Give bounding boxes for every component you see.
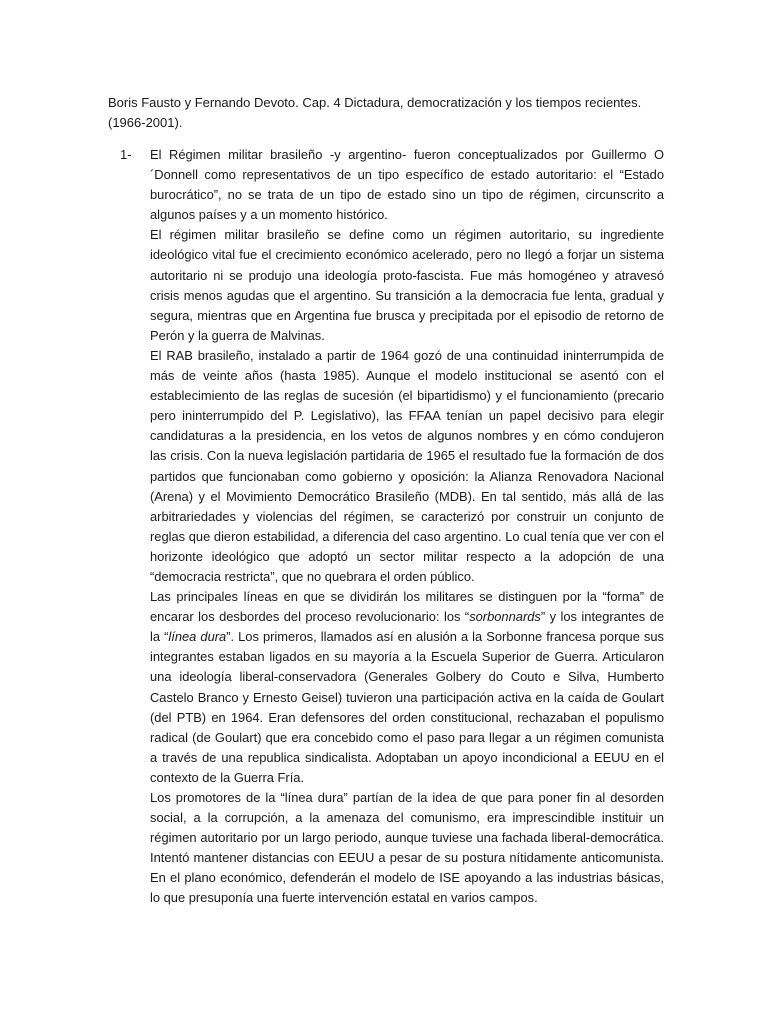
paragraph-lineas-militares — [150, 587, 664, 788]
italic-term-sorbonnards: sorbonnards — [469, 609, 541, 625]
list-item-number: 1- — [120, 147, 132, 162]
list-item-body — [150, 145, 664, 909]
paragraph-rab-brasileno: El RAB brasileño, instalado a partir de 1964 gozó de una continuidad ininterrumpida de más de veinte años (hasta 1985). Aunque el modelo institucional se asentó con el establecimiento de las reglas de sucesión (el bipartidismo) y el funcionamiento (precario pero ininterrumpido del P. Legislativo), las FFAA tenían un papel decisivo para elegir candidaturas a la presidencia, en los vetos de algunos nombres y en cómo condujeron las crisis. Con la nueva legislación partidaria de 1965 el resultado fue la formación de dos partidos que funcionaban como gobierno y oposición: la Alianza Renovadora Nacional (Arena) y el Movimiento Democrático Brasileño (MDB). En tal sentido, más allá de las arbitrariedades y violencias del régimen, se caracterizó por construir un conjunto de reglas que dieron estabilidad, a diferencia del caso argentino. Lo cual tenía que ver con el horizonte ideológico que adoptó un sector militar respecto a la adopción de una “democracia restricta”, que no quebrara el orden público. — [150, 347, 664, 584]
paragraph-linea-dura: Los promotores de la “línea dura” partían de la idea de que para poner fin al desorden social, a la corrupción, a la amenaza del comunismo, era imprescindible instituir un régimen autoritario por un largo periodo, aunque tuviese una fachada liberal-democrática. Intentó mantener distancias con EEUU a pesar de su postura nítidamente anticomunista. En el plano económico, defenderán el modelo de ISE apoyando a las industrias básicas, lo que presuponía una fuerte intervención estatal en varios campos. — [150, 790, 664, 906]
paragraph-estado-burocratico: El Régimen militar brasileño -y argentino- fueron conceptualizados por Guillermo O ´Donnell como representativos de un tipo específico de estado autoritario: el “Estado burocrático”, no se trata de un tipo de estado sino un tipo de régimen, circunscrito a algunos países y a un momento histórico. — [150, 147, 664, 223]
paragraph-text: ” y los integrantes de la “ — [150, 609, 664, 645]
paragraph-regimen-autoritario: El régimen militar brasileño se define como un régimen autoritario, su ingrediente ideológico vital fue el crecimiento económico acelerado, pero no llegó a forjar un sistema autoritario ni se produjo una ideología proto-fascista. Fue más homogéneo y atravesó crisis menos agudas que el argentino. Su transición a la democracia fue lenta, gradual y segura, mientras que en Argentina fue brusca y precipitada por el episodio de retorno de Perón y la guerra de Malvinas. — [150, 227, 664, 343]
italic-term-linea-dura: línea dura — [168, 629, 227, 645]
paragraph-text: Las principales líneas en que se dividirán los militares se distinguen por la “forma” de encarar los desbordes del proceso revolucionario: los “ — [150, 589, 664, 625]
paragraph-text: ”. Los primeros, llamados así en alusión a la Sorbonne francesa porque sus integrantes estaban ligados en su mayoría a la Escuela Superior de Guerra. Articularon una ideología liberal-conservadora (Generales Golbery do Couto e Silva, Humberto Castelo Branco y Ernesto Geisel) tuvieron una participación activa en la caída de Goulart (del PTB) en 1964. Eran defensores del orden constitucional, rechazaban el populismo radical (de Goulart) que era concebido como el paso para llegar a un régimen comunista a través de una republica sindicalista. Adoptaban un apoyo incondicional a EEUU en el contexto de la Guerra Fría. — [150, 629, 664, 785]
document-heading: Boris Fausto y Fernando Devoto. Cap. 4 Dictadura, democratización y los tiempos recientes. (1966-2001). — [108, 95, 642, 130]
